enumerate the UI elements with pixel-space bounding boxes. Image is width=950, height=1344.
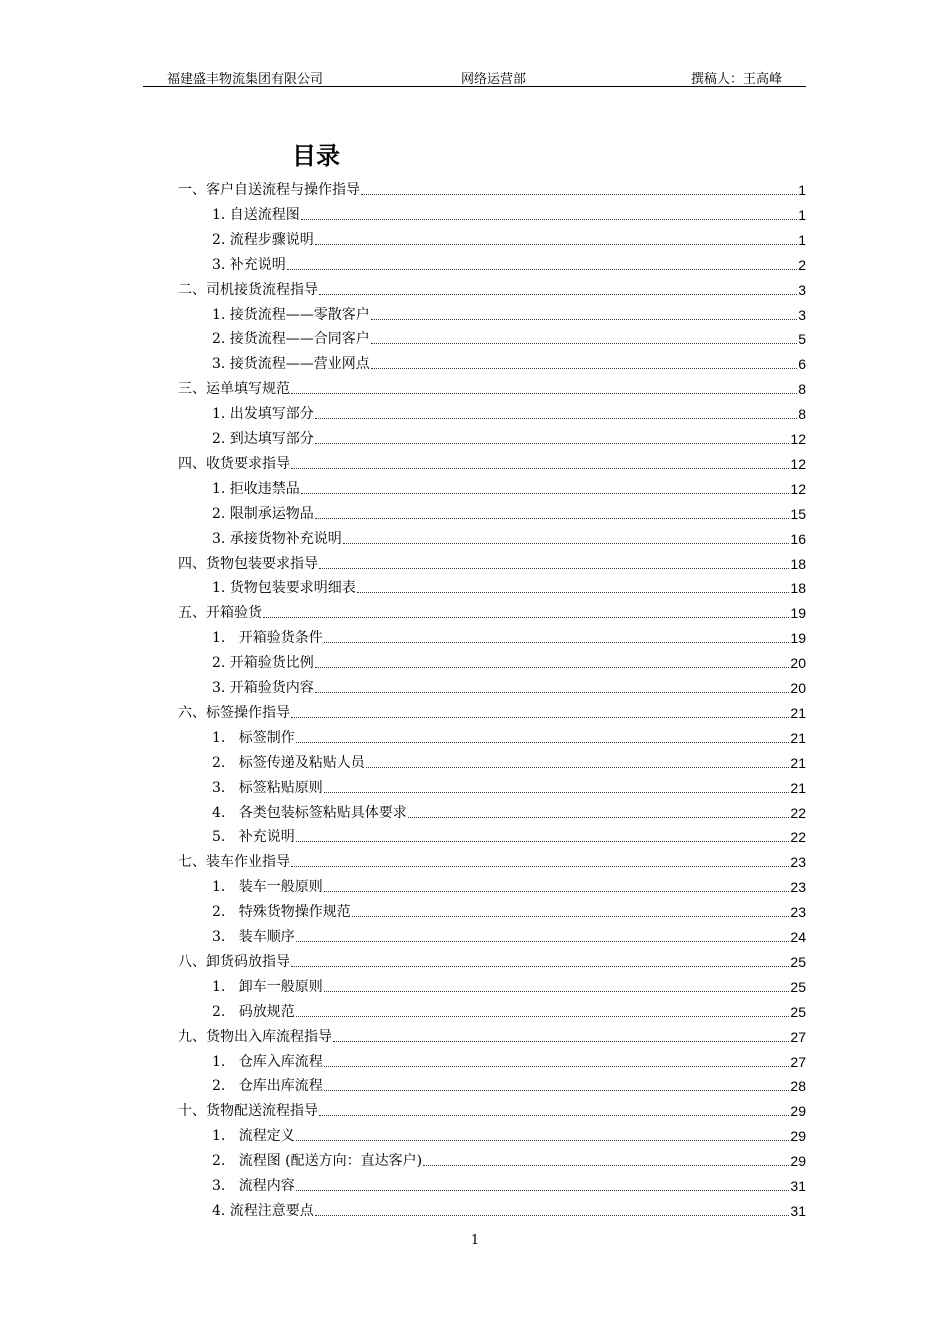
toc-entry[interactable] [212, 649, 806, 673]
toc-entry-label: 1. 流程定义 [212, 1128, 295, 1145]
toc-entry-label: 1. 卸车一般原则 [212, 978, 323, 995]
toc-entry[interactable] [212, 475, 806, 499]
toc-entry-label: 2. 开箱验货比例 [212, 655, 314, 672]
toc-leader-dots [343, 543, 790, 544]
toc-entry-page: 1 [798, 182, 806, 198]
toc-entry-page: 12 [790, 431, 806, 447]
toc-entry[interactable] [212, 624, 806, 648]
toc-entry-label: 3. 开箱验货内容 [212, 680, 314, 696]
toc-leader-dots [301, 493, 790, 494]
toc-entry-page: 31 [790, 1202, 806, 1219]
toc-leader-dots [301, 219, 797, 220]
toc-entry-label: 2. 标签传递及粘贴人员 [212, 754, 365, 771]
toc-leader-dots [324, 1066, 790, 1067]
toc-entry-label: 1. 拒收违禁品 [212, 480, 300, 497]
toc-entry-label: 2. 接货流程——合同客户 [212, 331, 370, 348]
toc-leader-dots [423, 1165, 789, 1166]
toc-entry-label: 2. 限制承运物品 [212, 505, 314, 522]
toc-entry-page: 28 [790, 1078, 806, 1095]
toc-leader-dots [291, 717, 789, 718]
toc-entry-label: 2. 流程步骤说明 [212, 231, 314, 248]
toc-entry-page: 20 [790, 655, 806, 672]
toc-leader-dots [287, 269, 797, 270]
toc-leader-dots [315, 418, 797, 419]
toc-entry[interactable] [212, 823, 806, 847]
toc-leader-dots [296, 1140, 790, 1141]
toc-entry-page: 8 [798, 406, 806, 423]
toc-entry-label: 2. 到达填写部分 [212, 431, 314, 447]
toc-entry[interactable] [212, 1072, 806, 1096]
toc-leader-dots [315, 667, 790, 668]
toc-entry[interactable] [212, 425, 806, 449]
toc-entry-page: 12 [790, 480, 806, 497]
toc-entry-page: 29 [790, 1128, 806, 1145]
toc-entry-label: 二、司机接货流程指导 [178, 281, 318, 298]
toc-entry[interactable] [212, 873, 806, 897]
toc-leader-dots [324, 642, 790, 643]
toc-entry[interactable] [212, 749, 806, 773]
toc-entry-page: 1 [798, 206, 806, 223]
toc-entry[interactable] [212, 898, 806, 922]
toc-entry-page: 16 [790, 530, 806, 547]
toc-entry-page: 15 [790, 505, 806, 522]
toc-entry-label: 3. 补充说明 [212, 256, 286, 273]
toc-entry-label: 五、开箱验货 [178, 605, 262, 622]
toc-entry[interactable] [212, 350, 806, 374]
toc-leader-dots [291, 866, 789, 867]
toc-entry[interactable] [212, 1172, 806, 1196]
toc-entry-label: 十、货物配送流程指导 [178, 1103, 318, 1120]
toc-entry[interactable] [212, 774, 806, 798]
toc-entry[interactable] [212, 301, 806, 325]
toc-leader-dots [357, 592, 790, 593]
toc-entry-label: 七、装车作业指导 [178, 854, 290, 871]
toc-entry-label: 2. 码放规范 [212, 1003, 295, 1020]
toc-entry[interactable] [212, 799, 806, 823]
toc-entry-label: 4. 各类包装标签粘贴具体要求 [212, 804, 407, 821]
toc-entry[interactable] [212, 500, 806, 524]
toc-entry-label: 1. 开箱验货条件 [212, 630, 323, 647]
toc-entry-label: 1. 接货流程——零散客户 [212, 306, 370, 323]
toc-leader-dots [324, 1090, 790, 1091]
toc-entry-label: 3. 承接货物补充说明 [212, 530, 342, 547]
toc-entry[interactable] [178, 599, 806, 623]
toc-entry[interactable] [178, 948, 806, 972]
toc-entry-label: 三、运单填写规范 [178, 381, 290, 398]
toc-entry-page: 8 [798, 381, 806, 398]
toc-entry-page: 18 [790, 555, 806, 572]
toc-leader-dots [366, 767, 790, 768]
toc-entry-label: 1. 仓库入库流程 [212, 1053, 323, 1070]
toc-leader-dots [371, 319, 797, 320]
toc-leader-dots [291, 966, 789, 967]
toc-entry-label: 1. 货物包装要求明细表 [212, 580, 356, 597]
toc-leader-dots [296, 1190, 790, 1191]
toc-entry-label: 四、货物包装要求指导 [178, 555, 318, 572]
toc-entry[interactable] [178, 848, 806, 872]
toc-leader-dots [333, 1041, 789, 1042]
toc-entry-page: 31 [790, 1178, 806, 1194]
toc-entry[interactable] [212, 724, 806, 748]
toc-entry-label: 5. 补充说明 [212, 829, 295, 846]
toc-entry[interactable] [212, 1147, 806, 1171]
toc-entry-label: 3. 接货流程——营业网点 [212, 356, 370, 373]
header-company: 福建盛丰物流集团有限公司 [167, 72, 324, 87]
toc-entry-page: 29 [790, 1153, 806, 1170]
toc-entry-page: 24 [790, 929, 806, 945]
toc-entry-page: 22 [790, 829, 806, 846]
toc-entry-page: 22 [790, 804, 806, 821]
toc-leader-dots [315, 443, 790, 444]
header-department: 网络运营部 [461, 72, 527, 87]
toc-entry-label: 4. 流程注意要点 [212, 1202, 314, 1219]
toc-entry-page: 23 [790, 904, 806, 921]
toc-entry-page: 23 [790, 879, 806, 896]
toc-entry-page: 19 [790, 605, 806, 622]
toc-entry[interactable] [212, 400, 806, 424]
toc-entry-page: 25 [790, 978, 806, 995]
toc-entry-label: 六、标签操作指导 [178, 704, 290, 721]
toc-entry-page: 3 [798, 281, 806, 298]
toc-entry-label: 3. 流程内容 [212, 1178, 295, 1194]
toc-entry[interactable] [212, 325, 806, 349]
toc-entry-label: 2. 流程图 (配送方向：直达客户) [212, 1153, 423, 1170]
toc-leader-dots [315, 518, 790, 519]
toc-leader-dots [324, 991, 790, 992]
toc-entry[interactable] [212, 201, 806, 225]
toc-leader-dots [371, 368, 797, 369]
toc-entry-page: 1 [798, 231, 806, 248]
toc-entry-page: 21 [790, 754, 806, 771]
toc-leader-dots [296, 941, 790, 942]
toc-leader-dots [291, 468, 789, 469]
toc-entry-page: 21 [790, 779, 806, 796]
toc-leader-dots [371, 343, 797, 344]
toc-entry-page: 18 [790, 580, 806, 597]
toc-entry-label: 3. 标签粘贴原则 [212, 779, 323, 796]
toc-entry-label: 3. 装车顺序 [212, 929, 295, 945]
toc-entry-label: 八、卸货码放指导 [178, 953, 290, 970]
toc-entry[interactable] [212, 674, 806, 698]
toc-leader-dots [296, 841, 790, 842]
toc-leader-dots [324, 792, 790, 793]
toc-entry[interactable] [178, 699, 806, 723]
toc-entry-page: 21 [790, 729, 806, 746]
toc-entry-label: 1. 自送流程图 [212, 206, 300, 223]
toc-entry-page: 12 [790, 455, 806, 472]
toc-entry[interactable] [178, 1097, 806, 1121]
page-footer [0, 1233, 950, 1248]
toc-leader-dots [319, 1115, 789, 1116]
header-author: 撰稿人：王高峰 [690, 72, 782, 87]
toc-leader-dots [291, 393, 797, 394]
toc-entry[interactable] [212, 998, 806, 1022]
toc-entry-label: 一、客户自送流程与操作指导 [178, 182, 360, 198]
toc-entry-page: 19 [790, 630, 806, 647]
toc-entry[interactable] [178, 450, 806, 474]
toc-entry-page: 23 [790, 854, 806, 871]
toc-entry[interactable] [178, 550, 806, 574]
toc-leader-dots [315, 244, 797, 245]
toc-entry-page: 27 [790, 1053, 806, 1070]
toc-leader-dots [408, 817, 790, 818]
toc-entry-label: 2. 仓库出库流程 [212, 1078, 323, 1095]
toc-leader-dots [315, 1215, 790, 1216]
toc-entry-label: 1. 标签制作 [212, 729, 295, 746]
toc-title: 目录 [292, 142, 340, 170]
toc-entry[interactable] [212, 226, 806, 250]
toc-leader-dots [352, 916, 790, 917]
toc-entry[interactable] [212, 1197, 806, 1221]
toc-entry-label: 四、收货要求指导 [178, 455, 290, 472]
toc-entry-label: 九、货物出入库流程指导 [178, 1028, 332, 1045]
toc-entry[interactable] [212, 1122, 806, 1146]
toc-entry-page: 5 [798, 331, 806, 348]
toc-entry-page: 6 [798, 356, 806, 373]
toc-leader-dots [263, 617, 789, 618]
toc-entry-page: 27 [790, 1028, 806, 1045]
page-header [143, 66, 806, 87]
toc-leader-dots [296, 1016, 790, 1017]
toc-leader-dots [319, 568, 789, 569]
toc-entry[interactable] [212, 251, 806, 275]
toc-entry-page: 3 [798, 306, 806, 323]
toc-leader-dots [319, 294, 797, 295]
toc-entry-label: 1. 装车一般原则 [212, 879, 323, 896]
toc-leader-dots [324, 891, 790, 892]
toc-leader-dots [361, 194, 797, 195]
page-number: 1 [470, 1233, 480, 1248]
toc-entry[interactable] [178, 276, 806, 300]
toc-entry[interactable] [212, 1048, 806, 1072]
toc-entry-page: 20 [790, 680, 806, 696]
toc-entry[interactable] [178, 375, 806, 399]
toc-entry[interactable] [212, 525, 806, 549]
toc-entry-page: 25 [790, 1003, 806, 1020]
toc-entry-label: 1. 出发填写部分 [212, 406, 314, 423]
toc-entry-page: 2 [798, 256, 806, 273]
toc-entry-page: 29 [790, 1103, 806, 1120]
toc-entry[interactable] [212, 574, 806, 598]
toc-entry-page: 21 [790, 704, 806, 721]
toc-entry-label: 2. 特殊货物操作规范 [212, 904, 351, 921]
toc-leader-dots [315, 692, 790, 693]
toc-entry[interactable] [212, 923, 806, 947]
toc-entry[interactable] [212, 973, 806, 997]
toc-entry[interactable] [178, 1023, 806, 1047]
toc-entry-page: 25 [790, 953, 806, 970]
toc-leader-dots [296, 742, 790, 743]
toc-entry[interactable] [178, 176, 806, 200]
